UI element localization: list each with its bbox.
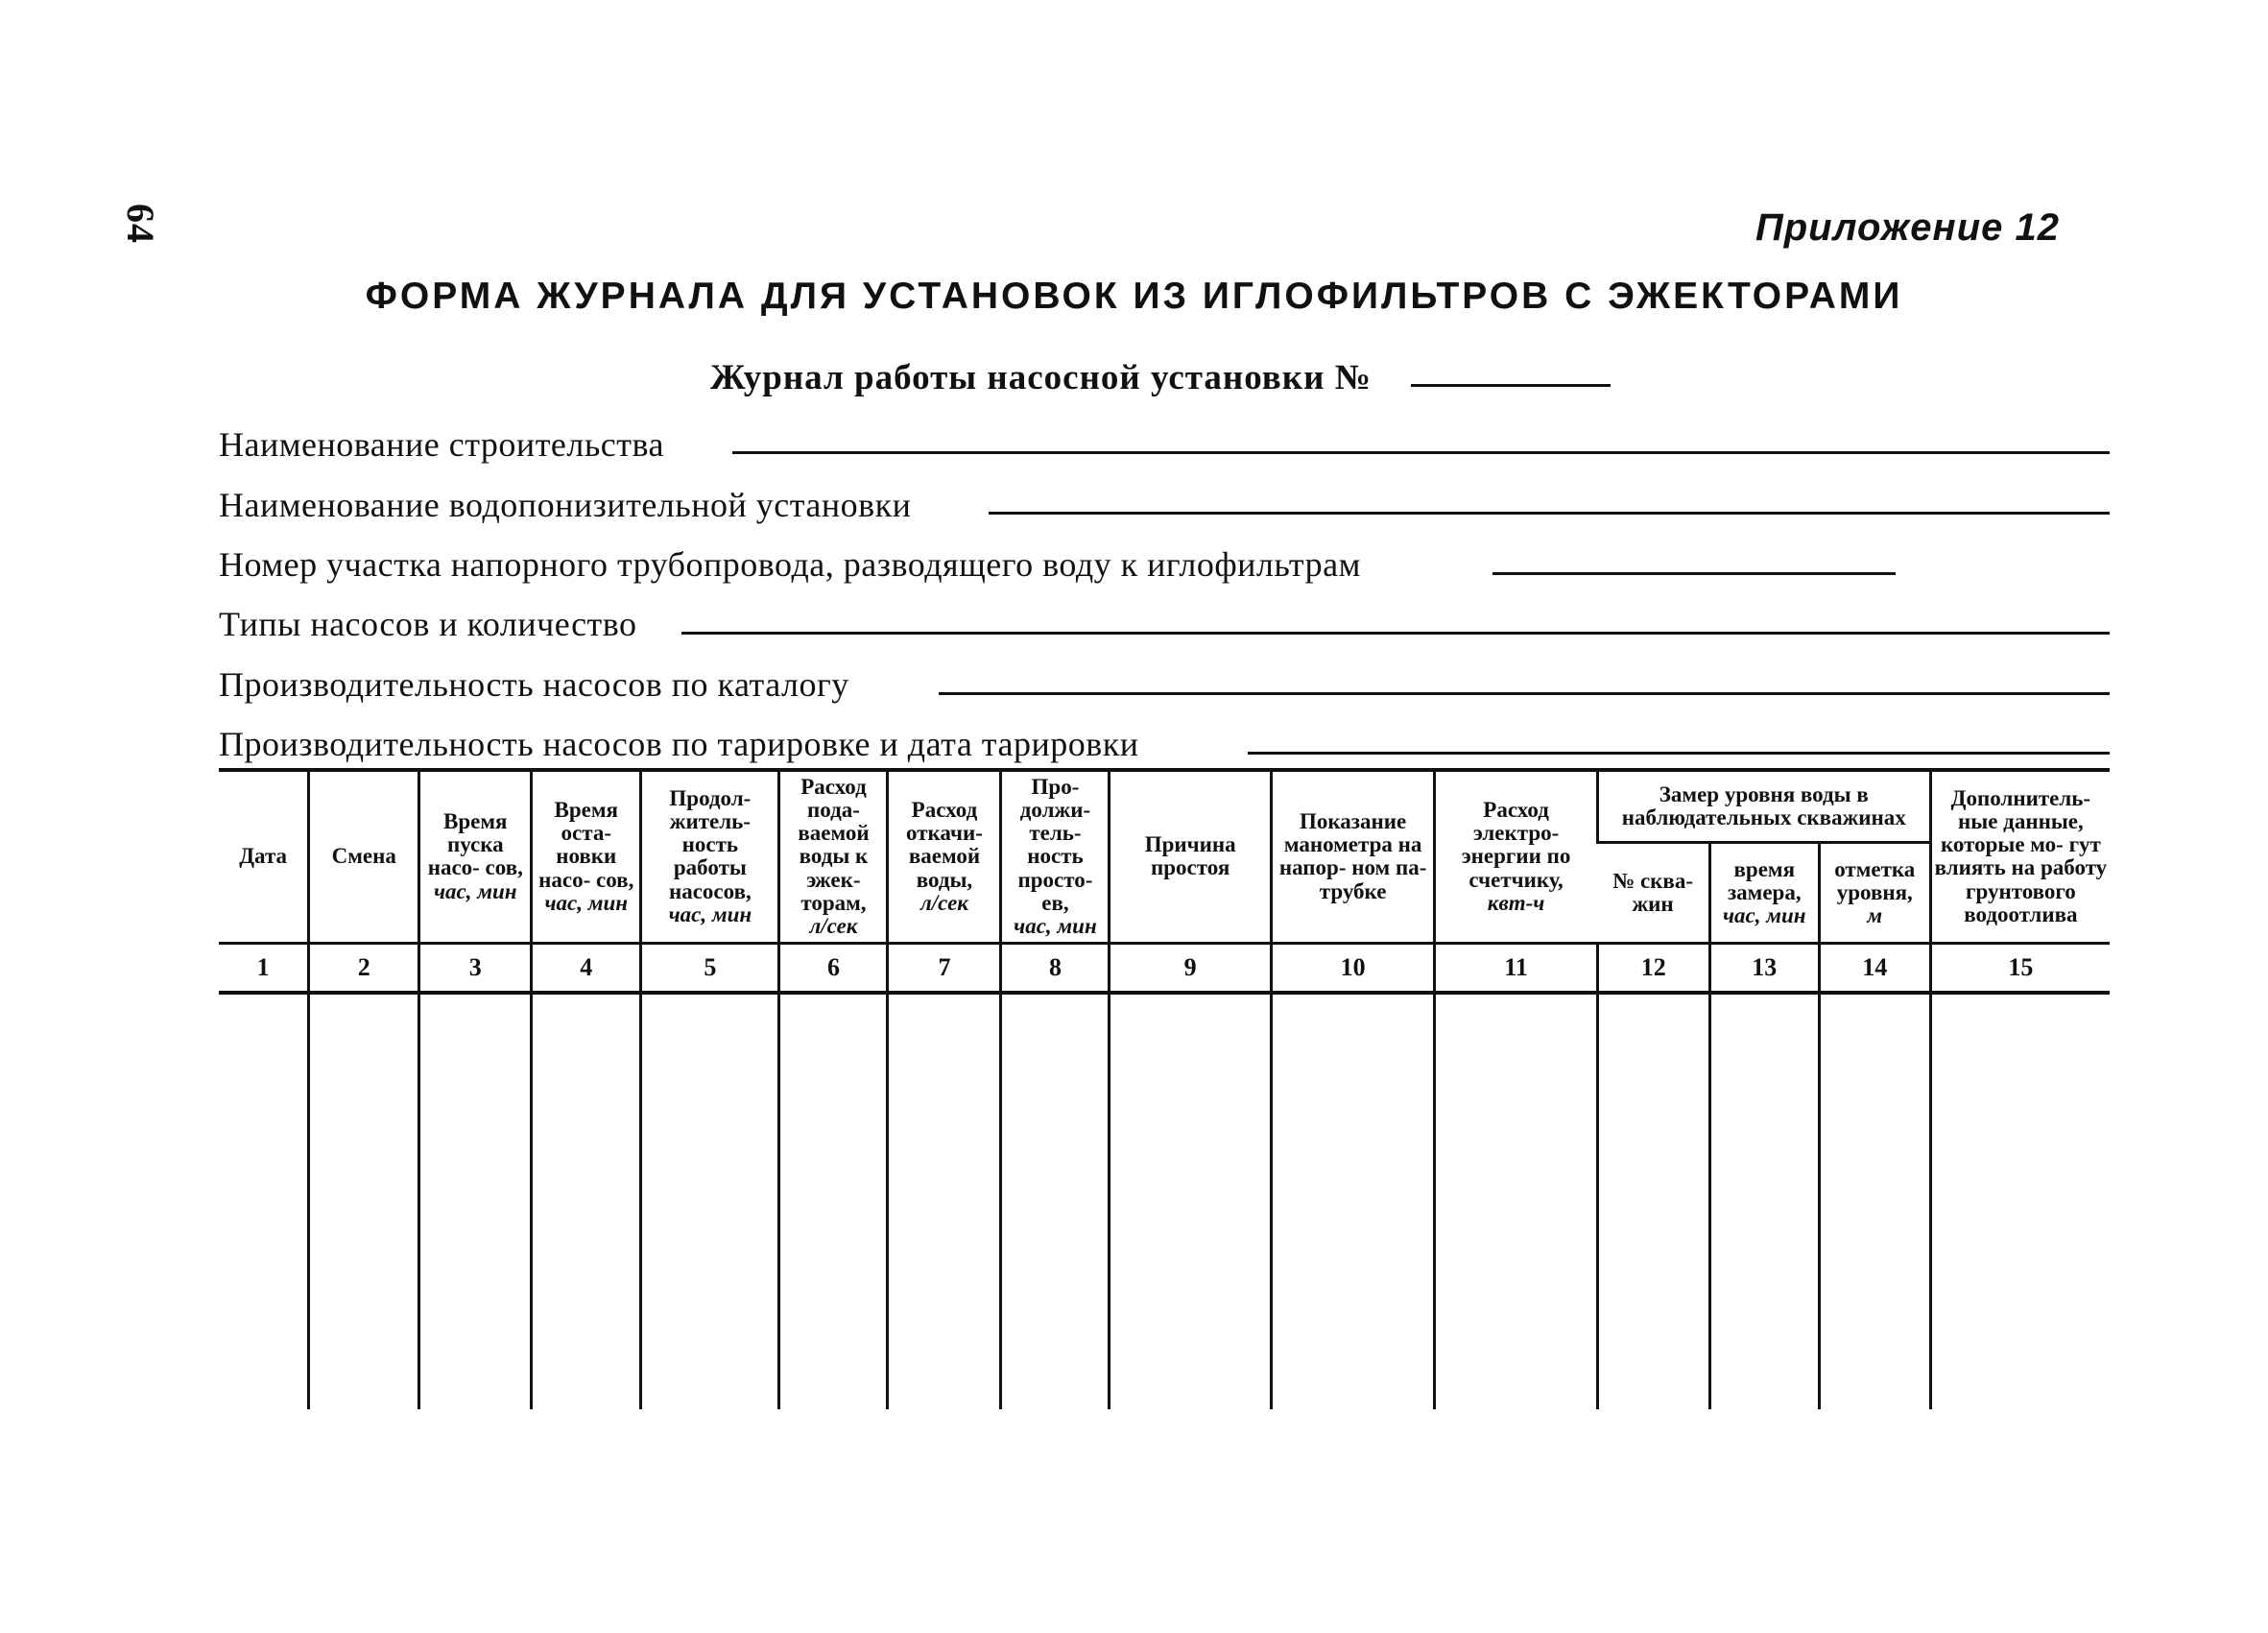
field-pipeline-section: Номер участка напорного трубопровода, разводящего воду к иглофильтрам [219,545,1361,584]
entry-cell-start-time[interactable] [419,993,532,1409]
entry-cell-measure-time[interactable] [1709,993,1819,1409]
col-well-number-header: № сква- жин [1597,842,1709,943]
col-additional-header: Дополнитель- ные данные, которые мо- гут влиять на работу грунтового водоотлива [1930,770,2110,943]
entry-cell-additional[interactable] [1930,993,2110,1409]
journal-number-blank[interactable] [1411,384,1611,387]
col-number: 11 [1435,943,1597,993]
field-construction-name: Наименование строительства [219,425,665,464]
appendix-label: Приложение 12 [1755,206,2060,249]
col-manometer-header: Показание манометра на напор- ном па- трубке [1271,770,1434,943]
col-measure-time-header: время замера, час, мин [1709,842,1819,943]
col-pumped-flow-header: Расход откачи- ваемой воды, л/сек [888,770,1001,943]
page-number: 64 [119,204,162,244]
col-downtime-reason-header: Причина простоя [1110,770,1271,943]
field-pipeline-section-line[interactable] [1492,572,1896,575]
col-number: 5 [641,943,779,993]
col-number: 7 [888,943,1001,993]
journal-title: Журнал работы насосной установки № [710,358,1372,397]
entry-cell-date[interactable] [219,993,309,1409]
field-pump-types: Типы насосов и количество [219,605,637,643]
col-number: 9 [1110,943,1271,993]
entry-cell-stop-time[interactable] [532,993,641,1409]
entry-cell-downtime[interactable] [1001,993,1110,1409]
journal-table [219,768,2110,1409]
col-stop-time-header: Время оста- новки насо- сов, час, мин [532,770,641,943]
entry-cell-shift[interactable] [309,993,419,1409]
col-number: 3 [419,943,532,993]
col-downtime-header: Про- должи- тель- ность просто- ев, час, мин [1001,770,1110,943]
field-construction-name-line[interactable] [732,451,2110,454]
col-number: 2 [309,943,419,993]
col-energy-header: Расход электро- энергии по счетчику, квт-ч [1435,770,1597,943]
col-duration-header: Продол- житель- ность работы насосов, час, мин [641,770,779,943]
entry-cell-pumped-flow[interactable] [888,993,1001,1409]
journal-table-wrap [219,768,2110,1409]
entry-cell-downtime-reason[interactable] [1110,993,1271,1409]
field-pump-capacity-catalog-line[interactable] [939,692,2110,695]
field-pump-capacity-calibration: Производительность насосов по тарировке и дата тарировки [219,725,1139,763]
col-date-header: Дата [219,770,309,943]
col-start-time-header: Время пуска насо- сов, час, мин [419,770,532,943]
col-supply-flow-header: Расход пода- ваемой воды к эжек- торам, л/сек [779,770,888,943]
col-number: 14 [1819,943,1930,993]
entry-cell-supply-flow[interactable] [779,993,888,1409]
col-number: 8 [1001,943,1110,993]
column-number-row [219,943,2110,993]
entry-cell-duration[interactable] [641,993,779,1409]
field-pump-types-line[interactable] [681,632,2110,635]
col-number: 4 [532,943,641,993]
form-title: ФОРМА ЖУРНАЛА ДЛЯ УСТАНОВОК ИЗ ИГЛОФИЛЬТРОВ С ЭЖЕКТОРАМИ [365,276,1903,317]
col-number: 1 [219,943,309,993]
entry-cell-energy[interactable] [1435,993,1597,1409]
entry-cell-level-mark[interactable] [1819,993,1930,1409]
entry-cell-manometer[interactable] [1271,993,1434,1409]
field-dewatering-name-line[interactable] [989,512,2110,515]
col-number: 15 [1930,943,2110,993]
col-number: 12 [1597,943,1709,993]
entry-cell-well-number[interactable] [1597,993,1709,1409]
col-number: 10 [1271,943,1434,993]
field-pump-capacity-calibration-line[interactable] [1248,752,2110,755]
col-level-mark-header: отметка уровня, м [1819,842,1930,943]
field-dewatering-name: Наименование водопонизительной установки [219,486,912,524]
field-pump-capacity-catalog: Производительность насосов по каталогу [219,665,849,704]
col-water-level-group-header: Замер уровня воды в наблюдательных скважинах [1597,770,1930,842]
col-number: 13 [1709,943,1819,993]
col-number: 6 [779,943,888,993]
table-row [219,993,2110,1409]
col-shift-header: Смена [309,770,419,943]
